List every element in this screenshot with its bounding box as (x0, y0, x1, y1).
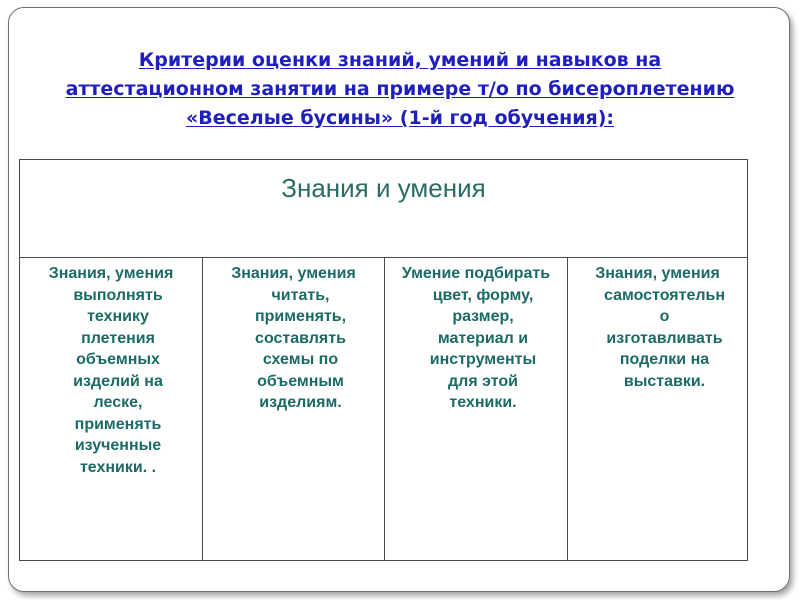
cell-line: схемы по (262, 351, 339, 368)
criteria-column-1 (20, 258, 203, 560)
cell-line: составлять (255, 329, 346, 347)
cell-line: размер, (452, 308, 514, 325)
cell-line: изученные (74, 437, 162, 454)
cell-line: объемным (257, 372, 344, 390)
cell-line: применять (74, 415, 162, 433)
cell-line: техники. . (79, 458, 157, 476)
cell-line: для этой (448, 372, 518, 390)
title-line: Критерии оценки знаний, умений и навыков на (138, 49, 662, 71)
cell-line: техники. (449, 394, 517, 411)
cell-line: Знания, умения (595, 265, 720, 282)
cell-line: Знания, умения (48, 265, 174, 282)
cell-line: поделки на (619, 351, 710, 368)
cell-line: самостоятельн (604, 286, 725, 304)
cell-line: применять, (254, 308, 347, 325)
cell-line: изготавливать (606, 329, 723, 347)
cell-line: выполнять (73, 286, 163, 304)
cell-line: изделиям. (259, 394, 342, 411)
criteria-column-2 (203, 258, 385, 560)
table-header (20, 160, 747, 258)
cell-line: цвет, форму, (432, 286, 534, 304)
cell-line: Знания, умения (231, 265, 356, 282)
cell-line: о (659, 308, 670, 325)
criteria-table (19, 159, 748, 561)
title-line: аттестационном занятии на примере т/о по бисероплетению (65, 78, 735, 100)
criteria-column-4 (568, 258, 747, 560)
slide-title (20, 46, 780, 133)
cell-line: изделий на (73, 372, 163, 390)
cell-line: инструменты (429, 351, 537, 368)
table-header-text: Знания и умения (281, 173, 486, 203)
cell-line: объемных (76, 351, 160, 368)
cell-line: материал и (437, 329, 529, 347)
cell-line: технику (87, 308, 149, 325)
cell-line: выставки. (623, 372, 706, 390)
cell-line: читать, (271, 286, 330, 304)
cell-line: Умение подбирать (401, 265, 551, 282)
cell-line: плетения (81, 329, 155, 347)
criteria-column-3 (385, 258, 568, 560)
title-line: «Веселые бусины» (1-й год обучения): (185, 107, 615, 129)
cell-line: леске, (93, 394, 143, 411)
